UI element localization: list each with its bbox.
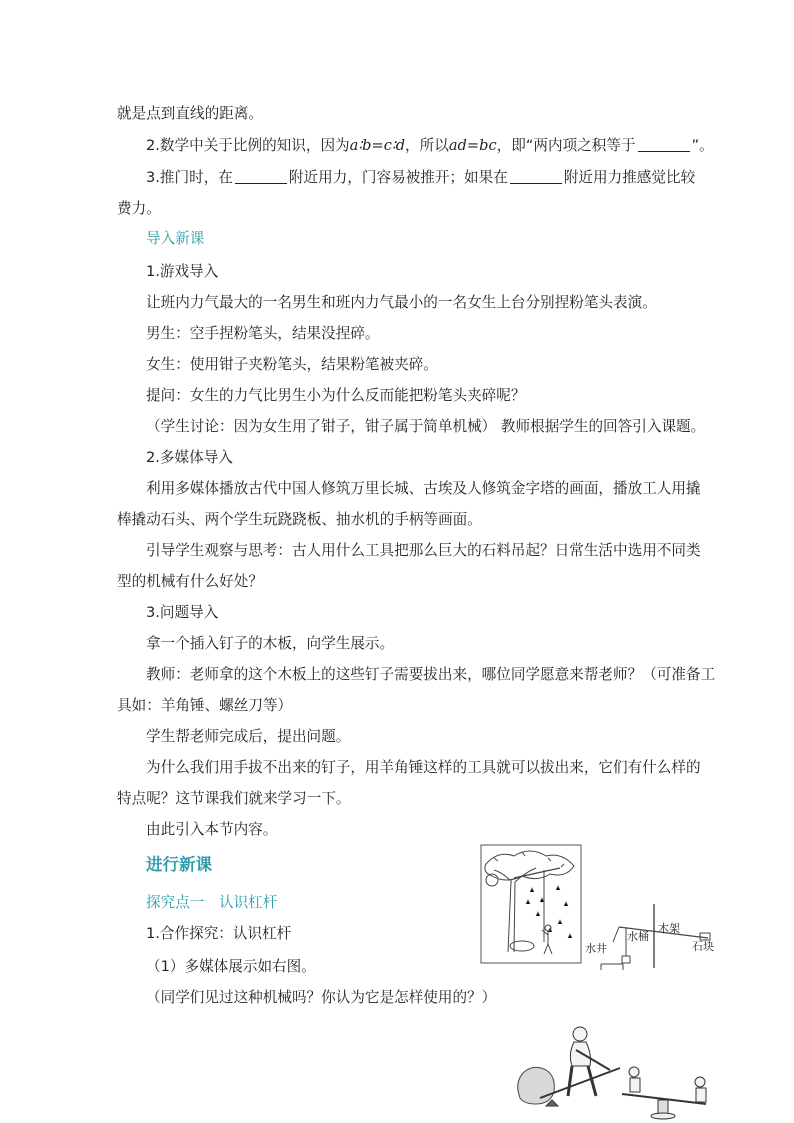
section-heading	[146, 855, 212, 875]
text-line	[117, 696, 292, 716]
child-icon	[629, 1067, 640, 1092]
seesaw-icon	[622, 1094, 706, 1119]
text-line	[146, 957, 316, 977]
text-line	[146, 168, 695, 188]
lever-end	[613, 927, 619, 942]
paragraph-text: 由此引入本节内容。	[146, 821, 278, 838]
text-line	[146, 727, 350, 747]
answer-blank[interactable]	[510, 169, 562, 184]
product-formula: ad=bc	[448, 137, 497, 154]
paragraph-text: （学生讨论：因为女生用了钳子，钳子属于简单机械） 教师根据学生的回答引入课题。	[146, 418, 706, 435]
subheading-text: 3.问题导入	[146, 604, 219, 621]
text-line	[146, 324, 380, 344]
text-line	[146, 293, 657, 313]
paragraph-text: 2.数学中关于比例的知识，因为	[146, 137, 350, 154]
text-line	[146, 136, 714, 156]
text-line	[146, 665, 715, 685]
label-stone: 石块	[692, 940, 714, 953]
lever-diagram	[601, 904, 710, 970]
child-icon	[695, 1077, 706, 1102]
subheading-text: 2.多媒体导入	[146, 449, 233, 466]
text-line	[117, 572, 263, 592]
paragraph-text: 附近用力，门容易被推开；如果在	[288, 169, 508, 186]
paragraph-text: 学生帮老师完成后，提出问题。	[146, 728, 351, 745]
label-bucket: 水桶	[627, 930, 649, 943]
label-well: 水井	[585, 942, 607, 955]
paragraph-text: 女生：使用钳子夹粉笔头，结果粉笔被夹碎。	[146, 356, 438, 373]
paragraph-text: 引导学生观察与思考：古人用什么工具把那么巨大的石料吊起？日常生活中选用不同类	[146, 542, 701, 559]
paragraph-text: 棒撬动石头、两个学生玩跷跷板、抽水机的手柄等画面。	[117, 511, 482, 528]
paragraph-text: 男生：空手捏粉笔头，结果没捏碎。	[146, 325, 380, 342]
subheading	[146, 924, 291, 944]
paragraph-text: 费力。	[117, 200, 161, 217]
tree-icon	[485, 851, 574, 952]
stone-block-icon	[700, 933, 710, 940]
grass-icon	[526, 886, 572, 938]
subheading-text: 1.合作探究：认识杠杆	[146, 925, 292, 942]
section-heading	[146, 229, 204, 249]
text-line	[146, 386, 525, 406]
paragraph-text: ，即“两内项之积等于	[496, 137, 636, 154]
paragraph-text: （1）多媒体展示如右图。	[146, 958, 316, 975]
text-line	[117, 199, 161, 219]
paragraph-text: 教师：老师拿的这个木板上的这些钉子需要拔出来，哪位同学愿意来帮老师？（可准备工	[146, 666, 716, 683]
subheading	[146, 603, 218, 623]
rock-icon	[518, 1067, 555, 1104]
text-line	[146, 634, 394, 654]
answer-blank[interactable]	[235, 169, 287, 184]
paragraph-text: （同学们见过这种机械吗？你认为它是怎样使用的？）	[146, 989, 497, 1006]
text-line	[146, 988, 496, 1008]
section-heading-text: 进行新课	[146, 855, 212, 874]
bucket-icon	[622, 956, 630, 963]
well-icon	[601, 964, 623, 970]
subheading	[146, 262, 218, 282]
paragraph-text: ”。	[691, 137, 714, 154]
text-line	[146, 541, 701, 561]
text-line	[146, 758, 701, 778]
subheading	[146, 893, 277, 913]
paragraph-text: 拿一个插入钉子的木板，向学生展示。	[146, 635, 395, 652]
paragraph-text: 提问：女生的力气比男生小为什么反而能把粉笔头夹碎呢？	[146, 387, 526, 404]
crowbar-seesaw-illustration	[510, 1020, 720, 1120]
text-line	[146, 479, 701, 499]
paragraph-text: 让班内力气最大的一名男生和班内力气最小的一名女生上台分别捏粉笔头表演。	[146, 294, 657, 311]
subheading-text: 探究点一 认识杠杆	[146, 894, 278, 911]
paragraph-text: 附近用力推感觉比较	[563, 169, 696, 186]
text-line	[146, 820, 277, 840]
paragraph-text: 就是点到直线的距离。	[117, 105, 263, 122]
paragraph-text: 为什么我们用手拔不出来的钉子，用羊角锤这样的工具就可以拔出来，它们有什么样的	[146, 759, 701, 776]
paragraph-text: 型的机械有什么好处？	[117, 573, 263, 590]
text-line	[146, 417, 705, 437]
subheading	[146, 448, 233, 468]
answer-blank[interactable]	[638, 137, 690, 152]
text-line	[117, 104, 263, 124]
text-line	[117, 510, 482, 530]
scene-beam	[514, 868, 560, 878]
paragraph-text: 具如：羊角锤、螺丝刀等）	[117, 697, 293, 714]
text-line	[117, 789, 351, 809]
paragraph-text: 利用多媒体播放古代中国人修筑万里长城、古埃及人修筑金字塔的画面，播放工人用撬	[146, 480, 701, 497]
paragraph-text: ，所以	[405, 137, 449, 154]
label-frame: 木架	[658, 922, 680, 935]
paragraph-text: 特点呢？这节课我们就来学习一下。	[117, 790, 351, 807]
section-heading-text: 导入新课	[146, 230, 205, 247]
paragraph-text: 3.推门时，在	[146, 169, 233, 186]
subheading-text: 1.游戏导入	[146, 263, 219, 280]
ratio-formula: a∶b=c∶d	[349, 137, 406, 154]
text-line	[146, 355, 438, 375]
